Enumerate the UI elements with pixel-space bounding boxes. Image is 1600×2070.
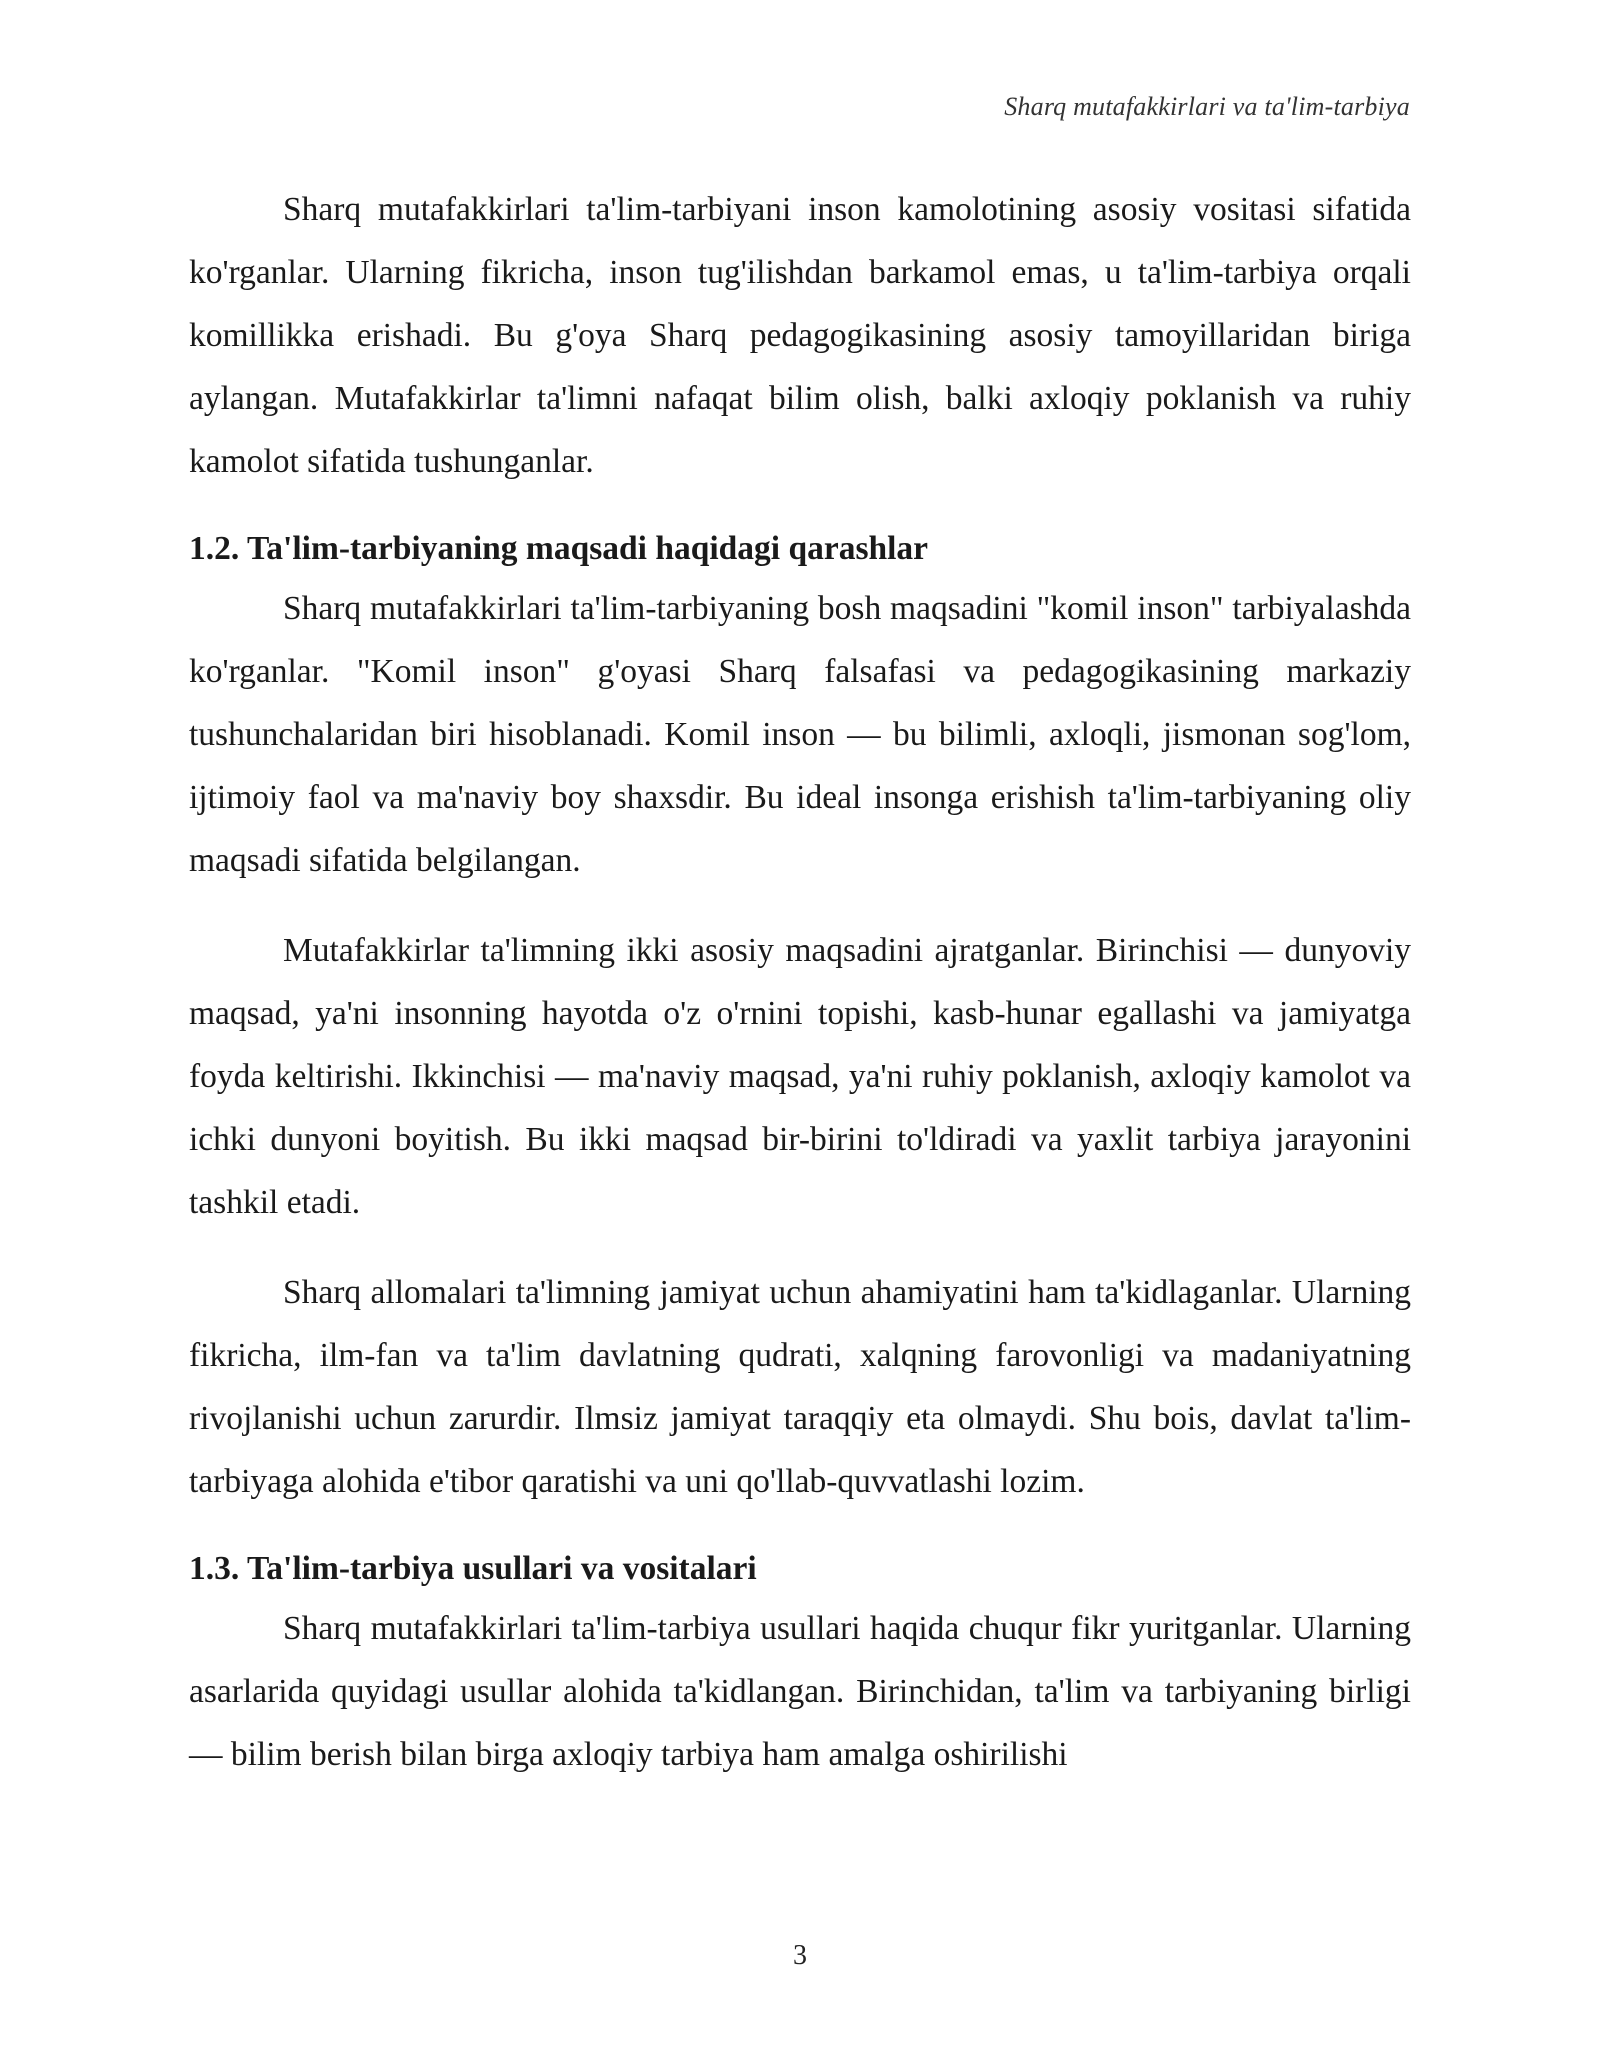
body-text [189, 178, 1411, 1786]
paragraph: Sharq allomalari ta'limning jamiyat uchun ahamiyatini ham ta'kidlaganlar. Ularning fikricha, ilm-fan va ta'lim davlatning qudrati, xalqning farovonligi va madaniyatning rivojlanishi uchun zarurdir. Ilmsiz jamiyat taraqqiy eta olmaydi. Shu bois, davlat ta'lim-tarbiyaga alohida e'tibor qaratishi va uni qo'llab-quvvatlashi lozim. [189, 1274, 1411, 1500]
running-header: Sharq mutafakkirlari va ta'lim-tarbiya [1004, 92, 1410, 121]
paragraph: Sharq mutafakkirlari ta'lim-tarbiyani inson kamolotining asosiy vositasi sifatida ko'rganlar. Ularning fikricha, inson tug'ilishdan barkamol emas, u ta'lim-tarbiya orqali komillikka erishadi. Bu g'oya Sharq pedagogikasining asosiy tamoyillaridan biriga aylangan. Mutafakkirlar ta'limni nafaqat bilim olish, balki axloqiy poklanish va ruhiy kamolot sifatida tushunganlar. [189, 191, 1411, 480]
paragraph: Mutafakkirlar ta'limning ikki asosiy maqsadini ajratganlar. Birinchisi — dunyoviy maqsad, ya'ni insonning hayotda o'z o'rnini topishi, kasb-hunar egallashi va jamiyatga foyda keltirishi. Ikkinchisi — ma'naviy maqsad, ya'ni ruhiy poklanish, axloqiy kamolot va ichki dunyoni boyitish. Bu ikki maqsad bir-birini to'ldiradi va yaxlit tarbiya jarayonini tashkil etadi. [189, 932, 1411, 1221]
paragraph: Sharq mutafakkirlari ta'lim-tarbiyaning bosh maqsadini "komil inson" tarbiyalashda ko'rganlar. "Komil inson" g'oyasi Sharq falsafasi va pedagogikasining markaziy tushunchalaridan biri hisoblanadi. Komil inson — bu bilimli, axloqli, jismonan sog'lom, ijtimoiy faol va ma'naviy boy shaxsdir. Bu ideal insonga erishish ta'lim-tarbiyaning oliy maqsadi sifatida belgilangan. [189, 590, 1411, 879]
paragraph: Sharq mutafakkirlari ta'lim-tarbiya usullari haqida chuqur fikr yuritganlar. Ularning asarlarida quyidagi usullar alohida ta'kidlangan. Birinchidan, ta'lim va tarbiyaning birligi — bilim berish bilan birga axloqiy tarbiya ham amalga oshirilishi [189, 1610, 1411, 1773]
section-heading: 1.2. Ta'lim-tarbiyaning maqsadi haqidagi qarashlar [189, 530, 929, 567]
page-number: 3 [793, 1940, 807, 1971]
section-heading: 1.3. Ta'lim-tarbiya usullari va vositalari [189, 1550, 757, 1587]
